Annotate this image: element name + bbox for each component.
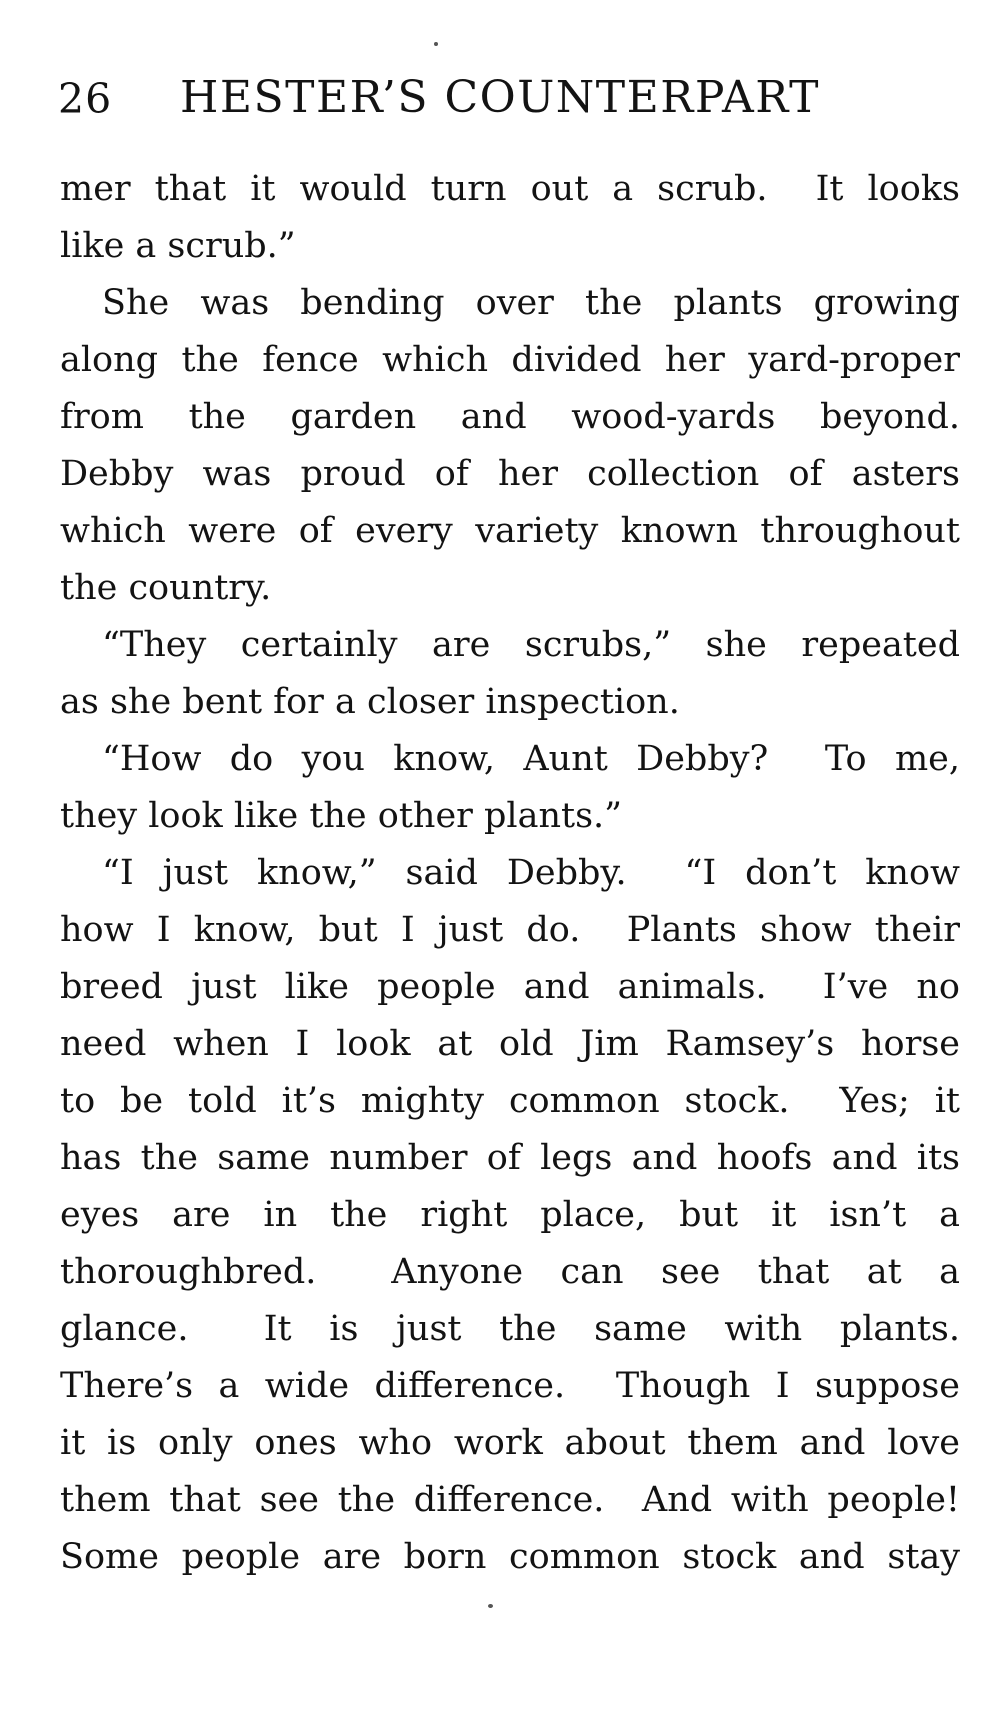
page-header	[0, 72, 1000, 126]
text-line: eyes are in the right place, but it isn’t a	[60, 1195, 960, 1235]
page-body-text	[60, 161, 960, 1586]
text-line: as she bent for a closer inspection.	[60, 682, 680, 722]
text-line: She was bending over the plants growing	[102, 283, 960, 323]
text-line: glance. It is just the same with plants.	[60, 1309, 960, 1349]
text-line: “I just know,” said Debby. “I don’t know	[102, 853, 960, 893]
text-line: to be told it’s mighty common stock. Yes; it	[60, 1081, 960, 1121]
text-line: has the same number of legs and hoofs and its	[60, 1138, 960, 1178]
text-line: they look like the other plants.”	[60, 796, 623, 836]
text-line: it is only ones who work about them and love	[60, 1423, 960, 1463]
text-line: along the fence which divided her yard-proper	[60, 340, 960, 380]
text-line: mer that it would turn out a scrub. It looks	[60, 169, 960, 209]
text-line: “They certainly are scrubs,” she repeated	[102, 625, 960, 665]
text-line: Some people are born common stock and stay	[60, 1537, 960, 1577]
running-title: HESTER’S COUNTERPART	[180, 72, 820, 123]
text-line: the country.	[60, 568, 272, 608]
scan-speck	[434, 42, 438, 46]
text-line: them that see the difference. And with people!	[60, 1480, 960, 1520]
page-number: 26	[58, 75, 113, 123]
text-line: breed just like people and animals. I’ve no	[60, 967, 960, 1007]
scan-speck	[488, 1604, 493, 1608]
text-line: which were of every variety known throughout	[60, 511, 960, 551]
text-line: from the garden and wood-yards beyond.	[60, 397, 960, 437]
text-line: like a scrub.”	[60, 226, 296, 266]
text-line: thoroughbred. Anyone can see that at a	[60, 1252, 960, 1292]
text-line: “How do you know, Aunt Debby? To me,	[102, 739, 960, 779]
text-line: There’s a wide difference. Though I suppose	[60, 1366, 960, 1406]
text-line: Debby was proud of her collection of asters	[60, 454, 960, 494]
text-line: need when I look at old Jim Ramsey’s horse	[60, 1024, 960, 1064]
text-line: how I know, but I just do. Plants show their	[60, 910, 960, 950]
